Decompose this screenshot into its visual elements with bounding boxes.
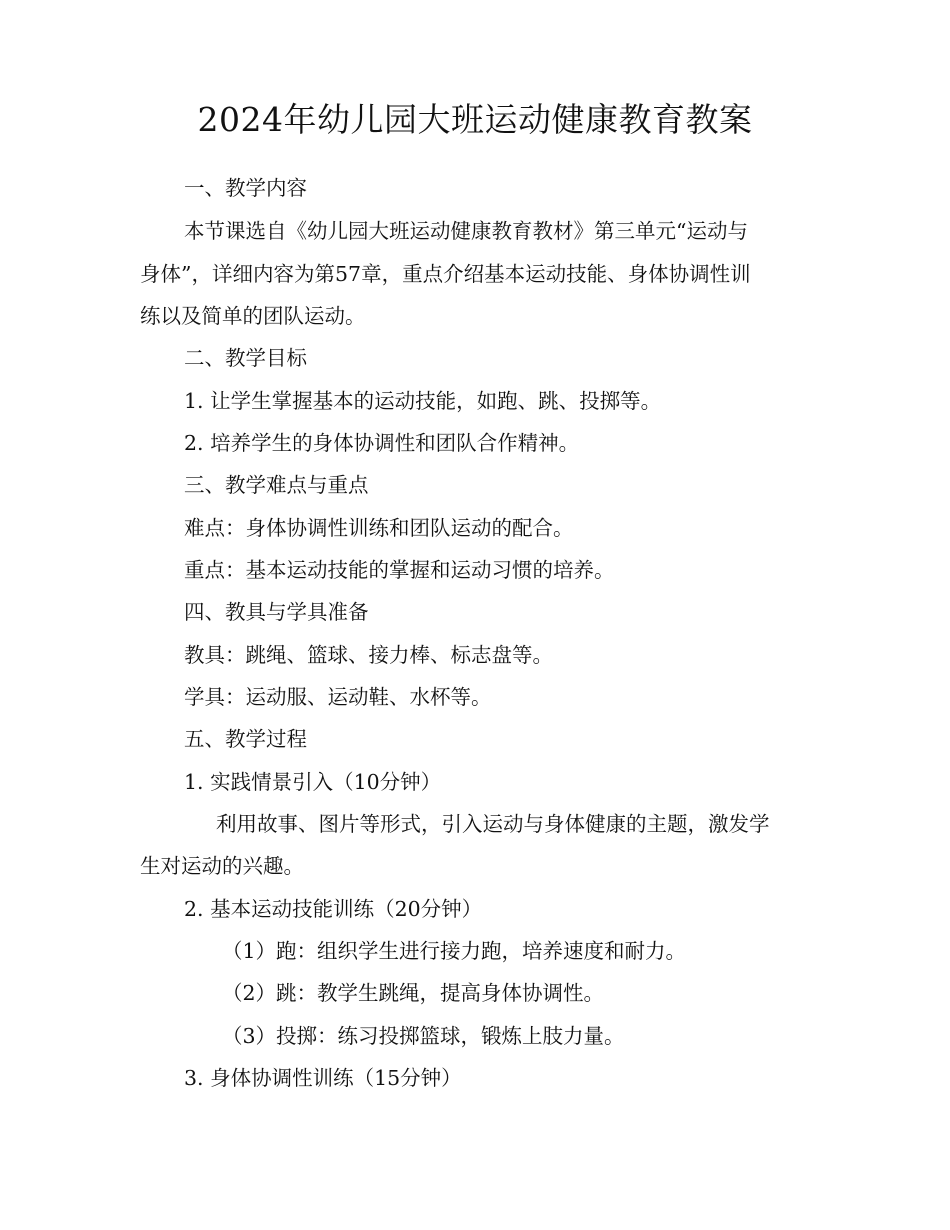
paragraph-line: 利用故事、图片等形式，引入运动与身体健康的主题，激发学 — [216, 812, 770, 836]
paragraph-line: 重点：基本运动技能的掌握和运动习惯的培养。 — [184, 558, 615, 582]
paragraph-line: 教具：跳绳、篮球、接力棒、标志盘等。 — [184, 643, 553, 667]
sub-list-item: （1）跑：组织学生进行接力跑，培养速度和耐力。 — [222, 939, 687, 963]
document-title: 2024年幼儿园大班运动健康教育教案 — [197, 100, 753, 139]
heading-teaching-content: 一、教学内容 — [184, 176, 307, 200]
paragraph-line: 难点：身体协调性训练和团队运动的配合。 — [184, 516, 574, 540]
paragraph-line: 生对运动的兴趣。 — [140, 854, 304, 878]
heading-teaching-goals: 二、教学目标 — [184, 346, 307, 370]
sub-list-item: （3）投掷：练习投掷篮球，锻炼上肢力量。 — [222, 1024, 625, 1048]
heading-difficulties-key-points: 三、教学难点与重点 — [184, 473, 369, 497]
paragraph-line: 身体”，详细内容为第57章，重点介绍基本运动技能、身体协调性训 — [140, 262, 751, 286]
list-item: 2. 基本运动技能训练（20分钟） — [184, 897, 483, 921]
list-item: 3. 身体协调性训练（15分钟） — [184, 1066, 462, 1090]
paragraph-line: 本节课选自《幼儿园大班运动健康教育教材》第三单元“运动与 — [184, 219, 748, 243]
sub-list-item: （2）跳：教学生跳绳，提高身体协调性。 — [222, 981, 605, 1005]
heading-teaching-process: 五、教学过程 — [184, 727, 307, 751]
list-item: 2. 培养学生的身体协调性和团队合作精神。 — [184, 431, 580, 455]
paragraph-line: 练以及简单的团队运动。 — [140, 304, 366, 328]
list-item: 1. 让学生掌握基本的运动技能，如跑、跳、投掷等。 — [184, 389, 662, 413]
heading-teaching-aids: 四、教具与学具准备 — [184, 600, 369, 624]
list-item: 1. 实践情景引入（10分钟） — [184, 770, 442, 794]
paragraph-line: 学具：运动服、运动鞋、水杯等。 — [184, 685, 492, 709]
